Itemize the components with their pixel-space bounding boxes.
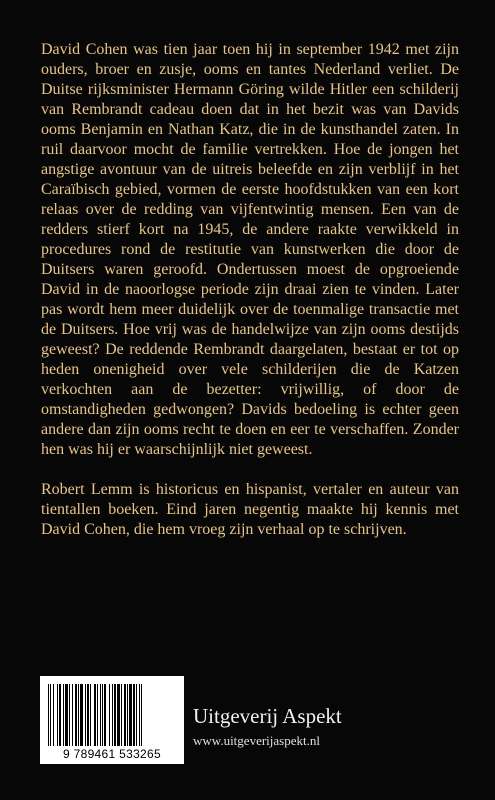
isbn-barcode xyxy=(40,676,184,764)
publisher-website: www.uitgeverijaspekt.nl xyxy=(193,733,320,748)
publisher-name: Uitgeverij Aspekt xyxy=(193,704,342,728)
barcode-bars xyxy=(48,684,176,746)
author-bio-paragraph: Robert Lemm is historicus en hispanist, vertaler en auteur van tientallen boeken. Eind jaren negentig maakte hij kennis met David Cohen, die hem vroeg zijn verhaal op te schrijven. xyxy=(41,481,459,538)
barcode-number: 9 789461 533265 xyxy=(63,747,161,761)
synopsis-paragraph: David Cohen was tien jaar toen hij in september 1942 met zijn ouders, broer en zusje, ooms en tantes Nederland verliet. De Duitse rijksminister Hermann Göring wilde Hitler een schilderij van Rembrandt cadeau doen dat in het bezit was van Davids ooms Benjamin en Nathan Katz, die in de kunsthandel zaten. In ruil daarvoor mocht de familie vertrekken. Hoe de jongen het angstige avontuur van de uitreis beleefde en zijn verblijf in het Caraïbisch gebied, vormen de eerste hoofdstukken van een kort relaas over de redding van vijfentwintig mensen. Een van de redders stierf kort na 1945, de andere raakte verwikkeld in procedures rond de restitutie van kunstwerken die door de Duitsers waren geroofd. Ondertussen moest de opgroeiende David in de naoorlogse periode zijn draai zien te vinden. Later pas wordt hem meer duidelijk over de toenmalige transactie met de Duitsers. Hoe vrij was de handelwijze van zijn ooms destijds geweest? De reddende Rembrandt daargelaten, bestaat er tot op heden onenigheid over vele schilderijen die de Katzen verkochten aan de bezetter: vrijwillig, of door de omstandigheden gedwongen? Davids bedoeling is echter geen andere dan zijn ooms recht te doen en eer te verschaffen. Zonder hen was hij er waarschijnlijk niet geweest. xyxy=(41,41,459,458)
back-cover-blurb xyxy=(41,40,459,540)
